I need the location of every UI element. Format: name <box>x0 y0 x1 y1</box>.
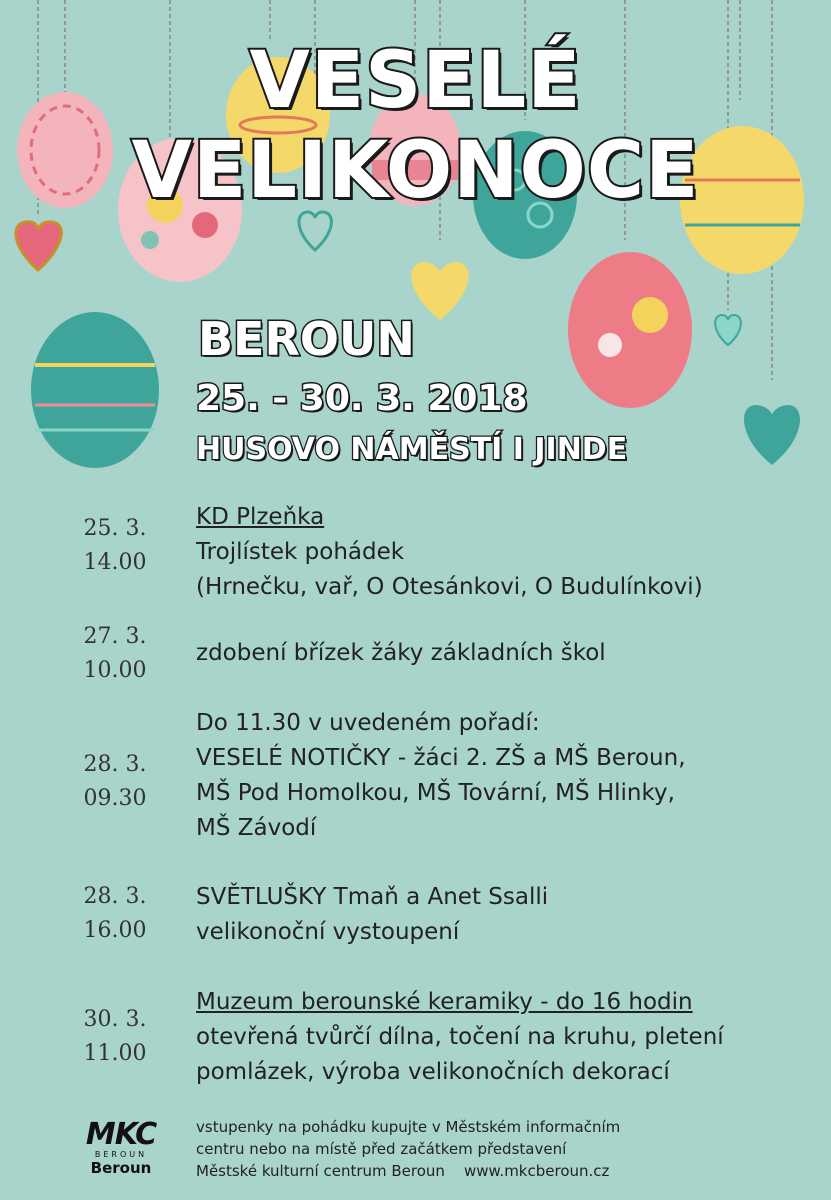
event-4-datetime <box>70 880 160 948</box>
event-date: 25. 3. <box>83 516 147 541</box>
event-line: MŠ Pod Homolkou, MŠ Tovární, MŠ Hlinky, <box>196 780 675 806</box>
teal-egg-left <box>31 312 159 468</box>
event-venue: KD Plzeňka <box>196 504 325 530</box>
event-1-datetime <box>70 512 160 580</box>
event-date: 28. 3. <box>83 884 147 909</box>
event-date: 27. 3. <box>83 624 147 649</box>
event-line: (Hrnečku, vař, O Otesánkovi, O Budulínkovi) <box>196 574 703 600</box>
footer-line: vstupenky na pohádku kupujte v Městském informačním <box>196 1118 621 1136</box>
event-line: otevřená tvůrčí dílna, točení na kruhu, pletení <box>196 1024 724 1050</box>
event-5-datetime <box>70 1003 160 1071</box>
event-line: VESELÉ NOTIČKY - žáci 2. ZŠ a MŠ Beroun, <box>196 745 686 771</box>
city-heading: BEROUN <box>198 312 415 366</box>
event-date: 30. 3. <box>83 1007 147 1032</box>
footer-info <box>196 1116 620 1182</box>
event-4-details <box>196 880 548 950</box>
date-range: 25. - 30. 3. 2018 <box>196 378 528 419</box>
event-line: Do 11.30 v uvedeném pořadí: <box>196 710 540 736</box>
salmon-egg <box>568 252 692 408</box>
event-line: velikonoční vystoupení <box>196 919 460 945</box>
event-date: 28. 3. <box>83 752 147 777</box>
event-line: zdobení břízek žáky základních škol <box>196 640 606 666</box>
poster-title: VESELÉ VELIKONOCE <box>131 36 700 216</box>
event-3-details <box>196 706 686 846</box>
heart-yellow <box>411 262 468 320</box>
footer-line: Městské kulturní centrum Beroun www.mkcberoun.cz <box>196 1162 610 1180</box>
event-2-details <box>196 636 606 671</box>
venue: HUSOVO NÁMĚSTÍ I JINDE <box>196 432 628 467</box>
event-time: 09.30 <box>83 786 147 811</box>
event-line: pomlázek, výroba velikonočních dekorací <box>196 1059 670 1085</box>
logo-sub: BEROUN <box>94 1150 148 1159</box>
event-1-details <box>196 500 703 605</box>
event-line: MŠ Závodí <box>196 815 317 841</box>
event-time: 16.00 <box>83 918 147 943</box>
heart-teal <box>744 405 800 465</box>
heart-outline <box>299 212 331 250</box>
event-time: 11.00 <box>83 1041 147 1066</box>
event-venue: Muzeum berounské keramiky - do 16 hodin <box>196 989 693 1015</box>
event-time: 10.00 <box>83 658 147 683</box>
event-2-datetime <box>70 620 160 688</box>
logo-mark: MKC <box>85 1117 157 1152</box>
footer-line: centru nebo na místě před začátkem představení <box>196 1140 567 1158</box>
mkc-logo <box>84 1117 158 1177</box>
event-5-details <box>196 985 724 1090</box>
event-3-datetime <box>70 748 160 816</box>
heart-red <box>16 222 61 270</box>
logo-city: Beroun <box>90 1159 152 1177</box>
event-time: 14.00 <box>83 550 147 575</box>
event-line: Trojlístek pohádek <box>196 539 405 565</box>
heart-teal-small <box>715 315 741 345</box>
event-line: SVĚTLUŠKY Tmaň a Anet Ssalli <box>196 884 549 910</box>
